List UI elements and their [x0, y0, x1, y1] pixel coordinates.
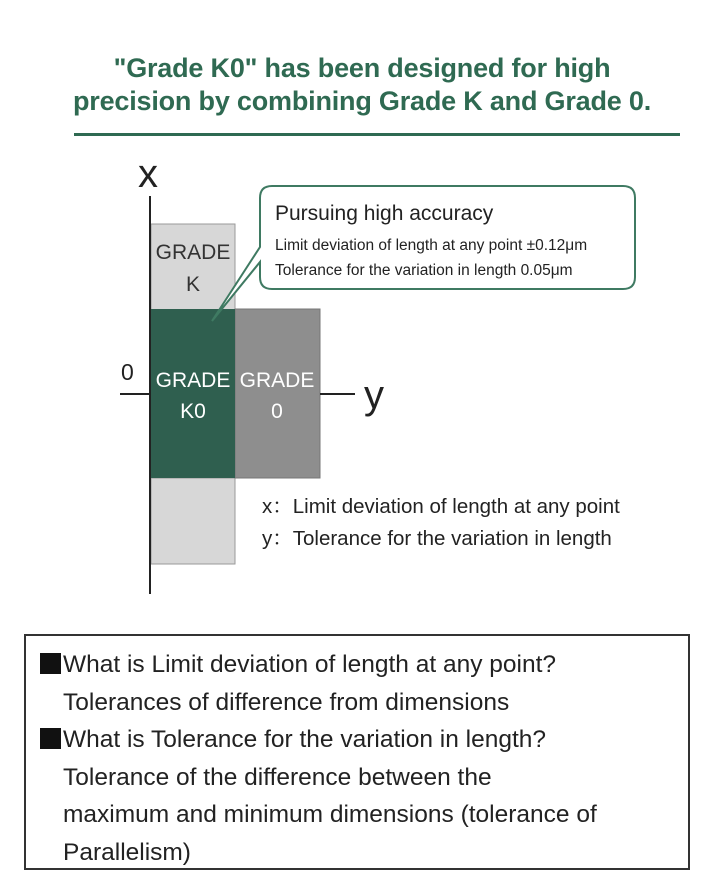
grade-k-upper-block — [151, 224, 235, 310]
faq-answer-2-line-1: Tolerance of the difference between the — [63, 763, 492, 791]
grade-0-block — [235, 309, 320, 478]
faq-question-2 — [40, 721, 688, 759]
grade-k0-label-line2: K0 — [180, 400, 206, 423]
grade-k0-block — [151, 309, 235, 478]
grade-k-label-line2: K — [185, 273, 201, 296]
faq-question-1 — [40, 646, 688, 684]
legend-y: y：Tolerance for the variation in length — [262, 527, 612, 550]
origin-label: 0 — [121, 359, 134, 385]
callout-line-1: Limit deviation of length at any point ±0.12μm — [275, 237, 588, 254]
grade-k-label-line1: GRADE — [155, 241, 231, 264]
grade-k-lower-block — [151, 478, 235, 564]
grade-0-label-line2: 0 — [271, 400, 283, 423]
square-bullet-icon — [40, 728, 61, 749]
square-bullet-icon — [40, 653, 61, 674]
axis-y-label: y — [364, 373, 384, 417]
faq-question-1-text: What is Limit deviation of length at any point? — [63, 651, 557, 678]
callout-line-2: Tolerance for the variation in length 0.05μm — [275, 262, 573, 279]
grade-k0-label-line1: GRADE — [155, 369, 231, 392]
faq-box — [24, 634, 690, 870]
faq-answer-1: Tolerances of difference from dimensions — [63, 688, 510, 716]
title-line-2: precision by combining Grade K and Grade 0. — [72, 86, 652, 116]
faq-answer-2-line-2: maximum and minimum dimensions (tolerance of — [63, 801, 597, 828]
grade-0-label-line1: GRADE — [239, 369, 315, 392]
axis-x-label: x — [138, 152, 158, 196]
callout-heading: Pursuing high accuracy — [275, 202, 494, 225]
faq-answer-2-line-3: Parallelism) — [63, 838, 191, 866]
title-line-1: "Grade K0" has been designed for high — [113, 53, 611, 83]
legend-x: x：Limit deviation of length at any point — [262, 495, 620, 518]
faq-question-2-text: What is Tolerance for the variation in length? — [63, 726, 547, 753]
